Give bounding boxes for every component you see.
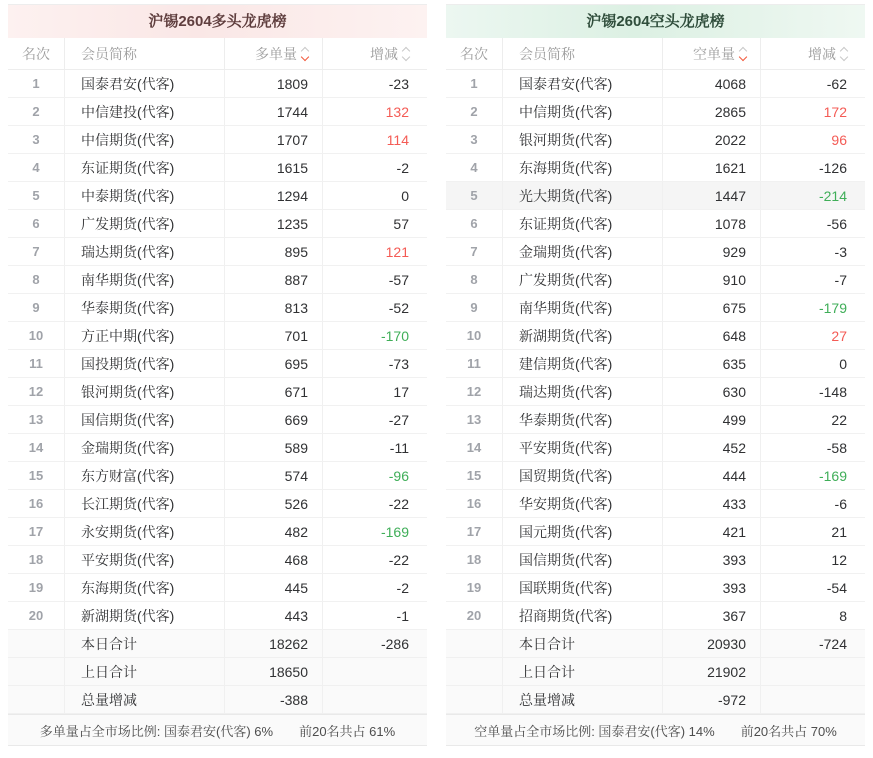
- member-cell: 南华期货(代客): [503, 294, 663, 321]
- volume-column-header[interactable]: [663, 38, 761, 69]
- summary-row-net-change: [446, 686, 865, 714]
- table-row[interactable]: [446, 462, 865, 490]
- table-row[interactable]: [8, 518, 427, 546]
- member-cell: 中信建投(代客): [65, 98, 225, 125]
- change-cell: 0: [839, 355, 847, 372]
- member-cell: 国信期货(代客): [503, 546, 663, 573]
- volume-cell: 1809: [225, 70, 323, 97]
- change-cell: -62: [826, 75, 847, 92]
- member-cell: 永安期货(代客): [65, 518, 225, 545]
- member-cell: 方正中期(代客): [65, 322, 225, 349]
- change-cell: -3: [834, 243, 847, 260]
- long-position-board: [8, 4, 427, 746]
- volume-cell: 393: [663, 574, 761, 601]
- member-cell: 平安期货(代客): [65, 546, 225, 573]
- volume-cell: 1078: [663, 210, 761, 237]
- volume-cell: 452: [663, 434, 761, 461]
- rank-cell: 18: [8, 546, 65, 573]
- summary-change: [323, 658, 427, 685]
- short-board-title: 沪锡2604空头龙虎榜: [446, 4, 865, 38]
- change-cell: 22: [831, 411, 847, 428]
- rank-cell: 7: [8, 238, 65, 265]
- volume-cell: 669: [225, 406, 323, 433]
- table-row[interactable]: [446, 210, 865, 238]
- member-cell: 瑞达期货(代客): [503, 378, 663, 405]
- change-cell: 114: [386, 131, 409, 148]
- table-row[interactable]: [8, 462, 427, 490]
- rank-cell: 6: [8, 210, 65, 237]
- volume-cell: 929: [663, 238, 761, 265]
- short-position-board: [446, 4, 865, 746]
- summary-volume: 18262: [225, 630, 323, 657]
- table-row[interactable]: [8, 126, 427, 154]
- rank-cell: 13: [446, 406, 503, 433]
- table-row[interactable]: [446, 182, 865, 210]
- volume-column-label: 多单量: [255, 45, 297, 62]
- change-cell: -73: [388, 355, 409, 372]
- volume-cell: 910: [663, 266, 761, 293]
- table-row[interactable]: [8, 574, 427, 602]
- table-row[interactable]: [8, 406, 427, 434]
- summary-change: -724: [818, 635, 847, 652]
- table-row[interactable]: [8, 378, 427, 406]
- member-cell: 招商期货(代客): [503, 602, 663, 629]
- short-table-header: [446, 38, 865, 70]
- change-cell: -214: [818, 187, 847, 204]
- change-column-label: 增减: [808, 45, 836, 62]
- change-cell: 172: [823, 103, 847, 120]
- rank-cell: 5: [446, 182, 503, 209]
- table-row[interactable]: [8, 210, 427, 238]
- member-cell: 国投期货(代客): [65, 350, 225, 377]
- member-column-header: 会员简称: [503, 38, 663, 69]
- sort-caret-down-icon: [840, 52, 848, 60]
- change-column-header[interactable]: [323, 38, 427, 69]
- rank-cell: 20: [446, 602, 503, 629]
- rank-cell: 6: [446, 210, 503, 237]
- volume-cell: 1707: [225, 126, 323, 153]
- table-row[interactable]: [8, 434, 427, 462]
- change-cell: -56: [826, 215, 847, 232]
- change-cell: 8: [839, 607, 847, 624]
- member-cell: 东证期货(代客): [503, 210, 663, 237]
- volume-cell: 482: [225, 518, 323, 545]
- volume-cell: 648: [663, 322, 761, 349]
- volume-cell: 444: [663, 462, 761, 489]
- change-cell: 132: [385, 103, 409, 120]
- table-row[interactable]: [446, 238, 865, 266]
- summary-volume: -388: [225, 686, 323, 713]
- volume-column-header[interactable]: [225, 38, 323, 69]
- change-cell: -2: [396, 579, 409, 596]
- volume-sort-control[interactable]: [740, 48, 746, 60]
- member-cell: 新湖期货(代客): [503, 322, 663, 349]
- summary-row-net-change: [8, 686, 427, 714]
- summary-volume: 20930: [663, 630, 761, 657]
- table-row[interactable]: [8, 182, 427, 210]
- member-cell: 光大期货(代客): [503, 182, 663, 209]
- long-board-footer: [8, 714, 427, 745]
- change-cell: -170: [380, 327, 409, 344]
- volume-cell: 671: [225, 378, 323, 405]
- change-cell: 121: [385, 243, 409, 260]
- top20-share-text: 前20名共占 61%: [299, 723, 396, 739]
- change-cell: -11: [389, 439, 409, 456]
- table-row[interactable]: [8, 98, 427, 126]
- change-cell: -6: [834, 495, 847, 512]
- change-column-header[interactable]: [761, 38, 865, 69]
- volume-cell: 1744: [225, 98, 323, 125]
- member-cell: 建信期货(代客): [503, 350, 663, 377]
- table-row[interactable]: [8, 238, 427, 266]
- table-row[interactable]: [446, 98, 865, 126]
- member-cell: 长江期货(代客): [65, 490, 225, 517]
- long-table-body: [8, 70, 427, 630]
- member-cell: 金瑞期货(代客): [65, 434, 225, 461]
- table-row[interactable]: [446, 378, 865, 406]
- rank-cell: 14: [8, 434, 65, 461]
- summary-row-prev-total: [446, 658, 865, 686]
- long-table-header: [8, 38, 427, 70]
- table-row[interactable]: [8, 546, 427, 574]
- table-row[interactable]: [446, 546, 865, 574]
- change-cell: 17: [393, 383, 409, 400]
- change-cell: -1: [396, 607, 409, 624]
- summary-change: [323, 686, 427, 713]
- table-row[interactable]: [8, 294, 427, 322]
- change-cell: 27: [831, 327, 847, 344]
- volume-cell: 574: [225, 462, 323, 489]
- table-row[interactable]: [446, 406, 865, 434]
- volume-cell: 635: [663, 350, 761, 377]
- member-cell: 华安期货(代客): [503, 490, 663, 517]
- table-row[interactable]: [446, 70, 865, 98]
- member-cell: 瑞达期货(代客): [65, 238, 225, 265]
- summary-label: 总量增减: [503, 686, 663, 713]
- member-cell: 平安期货(代客): [503, 434, 663, 461]
- member-cell: 东证期货(代客): [65, 154, 225, 181]
- table-row[interactable]: [446, 126, 865, 154]
- sort-caret-down-icon: [301, 52, 309, 60]
- change-cell: -2: [396, 159, 409, 176]
- table-row[interactable]: [446, 322, 865, 350]
- volume-cell: 589: [225, 434, 323, 461]
- member-cell: 国元期货(代客): [503, 518, 663, 545]
- change-cell: -169: [380, 523, 409, 540]
- rank-cell: 10: [8, 322, 65, 349]
- summary-label: 总量增减: [65, 686, 225, 713]
- rank-column-header: 名次: [8, 38, 65, 69]
- summary-row-today-total: [446, 630, 865, 658]
- sort-caret-down-icon: [739, 52, 747, 60]
- market-share-text: 多单量占全市场比例: 国泰君安(代客) 6%: [39, 723, 274, 739]
- member-cell: 新湖期货(代客): [65, 602, 225, 629]
- change-cell: 12: [831, 551, 847, 568]
- table-row[interactable]: [446, 518, 865, 546]
- rank-cell: 12: [8, 378, 65, 405]
- member-cell: 中泰期货(代客): [65, 182, 225, 209]
- member-cell: 东海期货(代客): [503, 154, 663, 181]
- rank-cell: 11: [446, 350, 503, 377]
- volume-cell: 887: [225, 266, 323, 293]
- table-row[interactable]: [446, 266, 865, 294]
- change-cell: -57: [388, 271, 409, 288]
- rank-cell: 5: [8, 182, 65, 209]
- change-cell: 0: [401, 187, 409, 204]
- volume-cell: 695: [225, 350, 323, 377]
- summary-label: 本日合计: [65, 630, 225, 657]
- long-board-title: 沪锡2604多头龙虎榜: [8, 4, 427, 38]
- volume-sort-control[interactable]: [302, 48, 308, 60]
- change-column-label: 增减: [370, 45, 398, 62]
- member-cell: 华泰期货(代客): [503, 406, 663, 433]
- rank-cell: 17: [8, 518, 65, 545]
- volume-cell: 468: [225, 546, 323, 573]
- volume-cell: 445: [225, 574, 323, 601]
- rank-cell: 9: [8, 294, 65, 321]
- rank-cell: 3: [446, 126, 503, 153]
- volume-cell: 443: [225, 602, 323, 629]
- rank-cell: 15: [446, 462, 503, 489]
- member-cell: 国联期货(代客): [503, 574, 663, 601]
- rank-cell: 14: [446, 434, 503, 461]
- volume-cell: 499: [663, 406, 761, 433]
- rank-cell: 15: [8, 462, 65, 489]
- table-row[interactable]: [446, 602, 865, 630]
- volume-cell: 675: [663, 294, 761, 321]
- change-cell: -23: [388, 75, 409, 92]
- volume-cell: 2865: [663, 98, 761, 125]
- rank-cell: 19: [8, 574, 65, 601]
- rank-cell: 8: [8, 266, 65, 293]
- summary-change: [761, 686, 865, 713]
- table-row[interactable]: [446, 490, 865, 518]
- volume-cell: 701: [225, 322, 323, 349]
- rank-cell: 12: [446, 378, 503, 405]
- change-sort-control[interactable]: [841, 48, 847, 60]
- change-cell: 96: [831, 131, 847, 148]
- short-table-body: [446, 70, 865, 630]
- table-row[interactable]: [446, 154, 865, 182]
- rank-column-header: 名次: [446, 38, 503, 69]
- rank-cell: 11: [8, 350, 65, 377]
- rank-cell: 16: [446, 490, 503, 517]
- member-cell: 广发期货(代客): [65, 210, 225, 237]
- change-cell: -96: [388, 467, 409, 484]
- member-cell: 国贸期货(代客): [503, 462, 663, 489]
- member-cell: 金瑞期货(代客): [503, 238, 663, 265]
- rank-cell: 1: [446, 70, 503, 97]
- market-share-text: 空单量占全市场比例: 国泰君安(代客) 14%: [474, 723, 715, 739]
- short-board-footer: [446, 714, 865, 745]
- change-cell: -58: [826, 439, 847, 456]
- volume-cell: 433: [663, 490, 761, 517]
- volume-cell: 1235: [225, 210, 323, 237]
- rank-cell: 19: [446, 574, 503, 601]
- table-row[interactable]: [8, 490, 427, 518]
- volume-cell: 813: [225, 294, 323, 321]
- summary-row-today-total: [8, 630, 427, 658]
- member-cell: 中信期货(代客): [65, 126, 225, 153]
- volume-cell: 1294: [225, 182, 323, 209]
- member-cell: 东海期货(代客): [65, 574, 225, 601]
- rank-cell: 1: [8, 70, 65, 97]
- rank-cell: 4: [446, 154, 503, 181]
- member-column-header: 会员简称: [65, 38, 225, 69]
- volume-cell: 630: [663, 378, 761, 405]
- volume-cell: 2022: [663, 126, 761, 153]
- table-row[interactable]: [446, 434, 865, 462]
- volume-cell: 1447: [663, 182, 761, 209]
- change-cell: -27: [388, 411, 409, 428]
- sort-caret-down-icon: [402, 52, 410, 60]
- volume-cell: 1621: [663, 154, 761, 181]
- member-cell: 银河期货(代客): [503, 126, 663, 153]
- member-cell: 广发期货(代客): [503, 266, 663, 293]
- summary-label: 上日合计: [503, 658, 663, 685]
- summary-row-prev-total: [8, 658, 427, 686]
- rank-cell: 20: [8, 602, 65, 629]
- summary-change: [761, 658, 865, 685]
- member-cell: 国泰君安(代客): [503, 70, 663, 97]
- member-cell: 国泰君安(代客): [65, 70, 225, 97]
- change-cell: -22: [388, 495, 409, 512]
- rank-cell: 18: [446, 546, 503, 573]
- volume-column-label: 空单量: [693, 45, 735, 62]
- change-cell: -22: [388, 551, 409, 568]
- change-cell: -169: [818, 467, 847, 484]
- summary-label: 上日合计: [65, 658, 225, 685]
- member-cell: 国信期货(代客): [65, 406, 225, 433]
- rank-cell: 2: [446, 98, 503, 125]
- rank-cell: 3: [8, 126, 65, 153]
- rank-cell: 16: [8, 490, 65, 517]
- change-cell: -54: [826, 579, 847, 596]
- summary-volume: -972: [663, 686, 761, 713]
- summary-change: -286: [380, 635, 409, 652]
- volume-cell: 367: [663, 602, 761, 629]
- table-row[interactable]: [446, 350, 865, 378]
- change-cell: -179: [818, 299, 847, 316]
- member-cell: 南华期货(代客): [65, 266, 225, 293]
- rank-cell: 10: [446, 322, 503, 349]
- table-row[interactable]: [8, 350, 427, 378]
- member-cell: 银河期货(代客): [65, 378, 225, 405]
- change-cell: -7: [834, 271, 847, 288]
- member-cell: 东方财富(代客): [65, 462, 225, 489]
- change-cell: 57: [393, 215, 409, 232]
- rank-cell: 7: [446, 238, 503, 265]
- top20-share-text: 前20名共占 70%: [740, 723, 837, 739]
- volume-cell: 393: [663, 546, 761, 573]
- volume-cell: 526: [225, 490, 323, 517]
- change-cell: 21: [831, 523, 847, 540]
- table-row[interactable]: [8, 322, 427, 350]
- volume-cell: 4068: [663, 70, 761, 97]
- table-row[interactable]: [8, 154, 427, 182]
- change-sort-control[interactable]: [403, 48, 409, 60]
- change-cell: -52: [388, 299, 409, 316]
- summary-label: 本日合计: [503, 630, 663, 657]
- rank-cell: 8: [446, 266, 503, 293]
- summary-volume: 21902: [663, 658, 761, 685]
- rank-cell: 13: [8, 406, 65, 433]
- rank-cell: 9: [446, 294, 503, 321]
- table-row[interactable]: [446, 574, 865, 602]
- rank-cell: 4: [8, 154, 65, 181]
- table-row[interactable]: [8, 602, 427, 630]
- volume-cell: 421: [663, 518, 761, 545]
- summary-volume: 18650: [225, 658, 323, 685]
- table-row[interactable]: [446, 294, 865, 322]
- change-cell: -148: [818, 383, 847, 400]
- member-cell: 中信期货(代客): [503, 98, 663, 125]
- rank-cell: 17: [446, 518, 503, 545]
- volume-cell: 895: [225, 238, 323, 265]
- table-row[interactable]: [8, 70, 427, 98]
- volume-cell: 1615: [225, 154, 323, 181]
- table-row[interactable]: [8, 266, 427, 294]
- rank-cell: 2: [8, 98, 65, 125]
- member-cell: 华泰期货(代客): [65, 294, 225, 321]
- change-cell: -126: [818, 159, 847, 176]
